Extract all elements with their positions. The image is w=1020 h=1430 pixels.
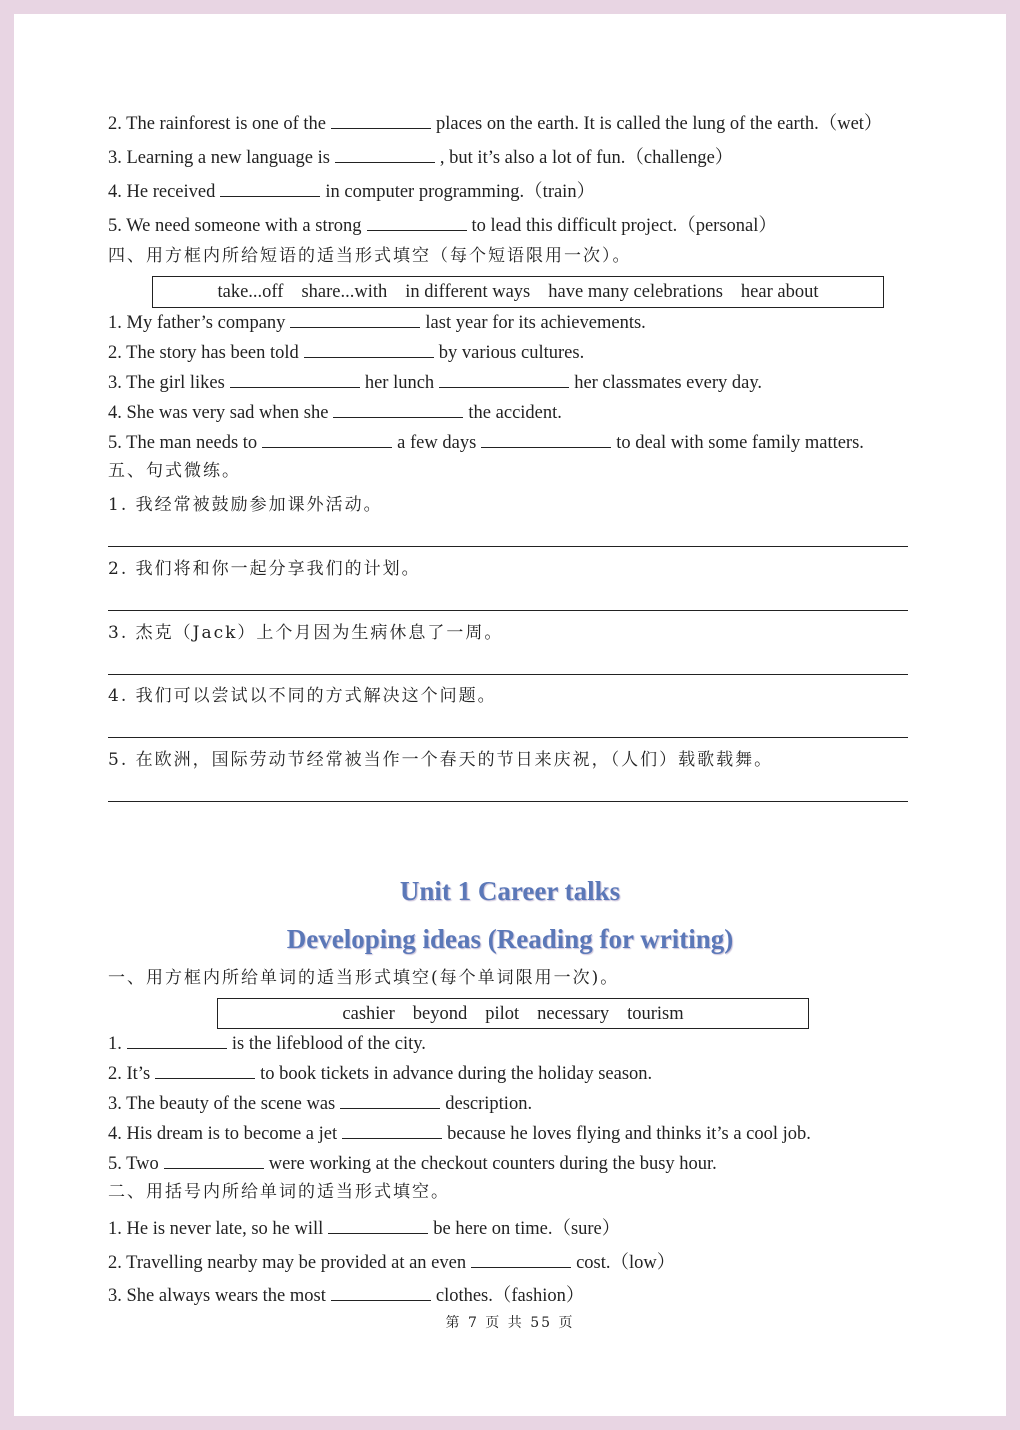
worksheet-page [14, 14, 1006, 1416]
partA-item-1: 1. is the lifeblood of the city. [108, 1030, 426, 1056]
s3-item-3: 3. Learning a new language is , but it’s also a lot of fun.（challenge） [108, 144, 733, 170]
unit-title: Unit 1 Career talks [399, 876, 621, 906]
word: beyond [412, 1003, 468, 1024]
partA-item-3: 3. The beauty of the scene was description. [108, 1090, 532, 1116]
answer-blank[interactable] [331, 1282, 431, 1301]
partB-heading: 二、用括号内所给单词的适当形式填空。 [108, 1182, 450, 1202]
word: pilot [485, 1003, 520, 1024]
word: tourism [627, 1003, 684, 1024]
answer-blank[interactable] [481, 429, 611, 448]
phrase: in different ways [405, 282, 531, 302]
s5-item-3: 3. 杰克（Jack）上个月因为生病休息了一周。 [108, 623, 504, 643]
answer-blank[interactable] [304, 339, 434, 358]
s4-item-3: 3. The girl likes her lunch her classmates every day. [108, 369, 762, 395]
s4-item-1: 1. My father’s company last year for its achievements. [108, 309, 646, 335]
partA-heading: 一、用方框内所给单词的适当形式填空(每个单词限用一次)。 [108, 968, 620, 988]
s4-item-5: 5. The man needs to a few days to deal with some family matters. [108, 429, 864, 455]
s5-item-1: 1. 我经常被鼓励参加课外活动。 [108, 495, 383, 515]
word-box [217, 998, 809, 1029]
phrase: take...off [217, 282, 284, 302]
answer-line[interactable] [108, 801, 908, 802]
s3-item-4: 4. He received in computer programming.（train） [108, 178, 595, 204]
answer-blank[interactable] [342, 1120, 442, 1139]
s3-item-5: 5. We need someone with a strong to lead this difficult project.（personal） [108, 212, 777, 238]
answer-line[interactable] [108, 674, 908, 675]
unit-subtitle: Developing ideas (Reading for writing) [286, 924, 734, 954]
phrase: share...with [301, 282, 388, 302]
answer-blank[interactable] [262, 429, 392, 448]
partA-item-2: 2. It’s to book tickets in advance during the holiday season. [108, 1060, 652, 1086]
partB-item-3: 3. She always wears the most clothes.（fashion） [108, 1282, 584, 1308]
answer-blank[interactable] [367, 212, 467, 231]
answer-blank[interactable] [328, 1215, 428, 1234]
word: cashier [342, 1003, 395, 1024]
answer-blank[interactable] [230, 369, 360, 388]
answer-blank[interactable] [164, 1150, 264, 1169]
answer-blank[interactable] [333, 399, 463, 418]
answer-blank[interactable] [471, 1249, 571, 1268]
partB-item-2: 2. Travelling nearby may be provided at an even cost.（low） [108, 1249, 675, 1275]
s4-item-4: 4. She was very sad when she the accident. [108, 399, 562, 425]
phrase: hear about [740, 282, 819, 302]
section5-heading: 五、句式微练。 [108, 461, 241, 481]
answer-blank[interactable] [335, 144, 435, 163]
s5-item-5: 5. 在欧洲，国际劳动节经常被当作一个春天的节日来庆祝，（人们）载歌载舞。 [108, 750, 774, 770]
answer-line[interactable] [108, 737, 908, 738]
s4-item-2: 2. The story has been told by various cultures. [108, 339, 584, 365]
answer-blank[interactable] [439, 369, 569, 388]
partA-item-5: 5. Two were working at the checkout counters during the busy hour. [108, 1150, 717, 1176]
answer-blank[interactable] [331, 110, 431, 129]
answer-blank[interactable] [127, 1030, 227, 1049]
partB-item-1: 1. He is never late, so he will be here on time.（sure） [108, 1215, 620, 1241]
phrase: have many celebrations [548, 282, 723, 302]
s3-item-2: 2. The rainforest is one of the places on the earth. It is called the lung of the earth.（wet） [108, 110, 882, 136]
s5-item-4: 4. 我们可以尝试以不同的方式解决这个问题。 [108, 686, 497, 706]
s5-item-2: 2. 我们将和你一起分享我们的计划。 [108, 559, 421, 579]
answer-line[interactable] [108, 546, 908, 547]
phrase-box [152, 276, 884, 308]
answer-blank[interactable] [155, 1060, 255, 1079]
section4-heading: 四、用方框内所给短语的适当形式填空（每个短语限用一次）。 [108, 246, 632, 266]
answer-blank[interactable] [220, 178, 320, 197]
answer-blank[interactable] [340, 1090, 440, 1109]
answer-line[interactable] [108, 610, 908, 611]
page-footer: 第 7 页 共 55 页 [445, 1315, 575, 1331]
word: necessary [537, 1003, 610, 1024]
partA-item-4: 4. His dream is to become a jet because he loves flying and thinks it’s a cool job. [108, 1120, 811, 1146]
answer-blank[interactable] [290, 309, 420, 328]
